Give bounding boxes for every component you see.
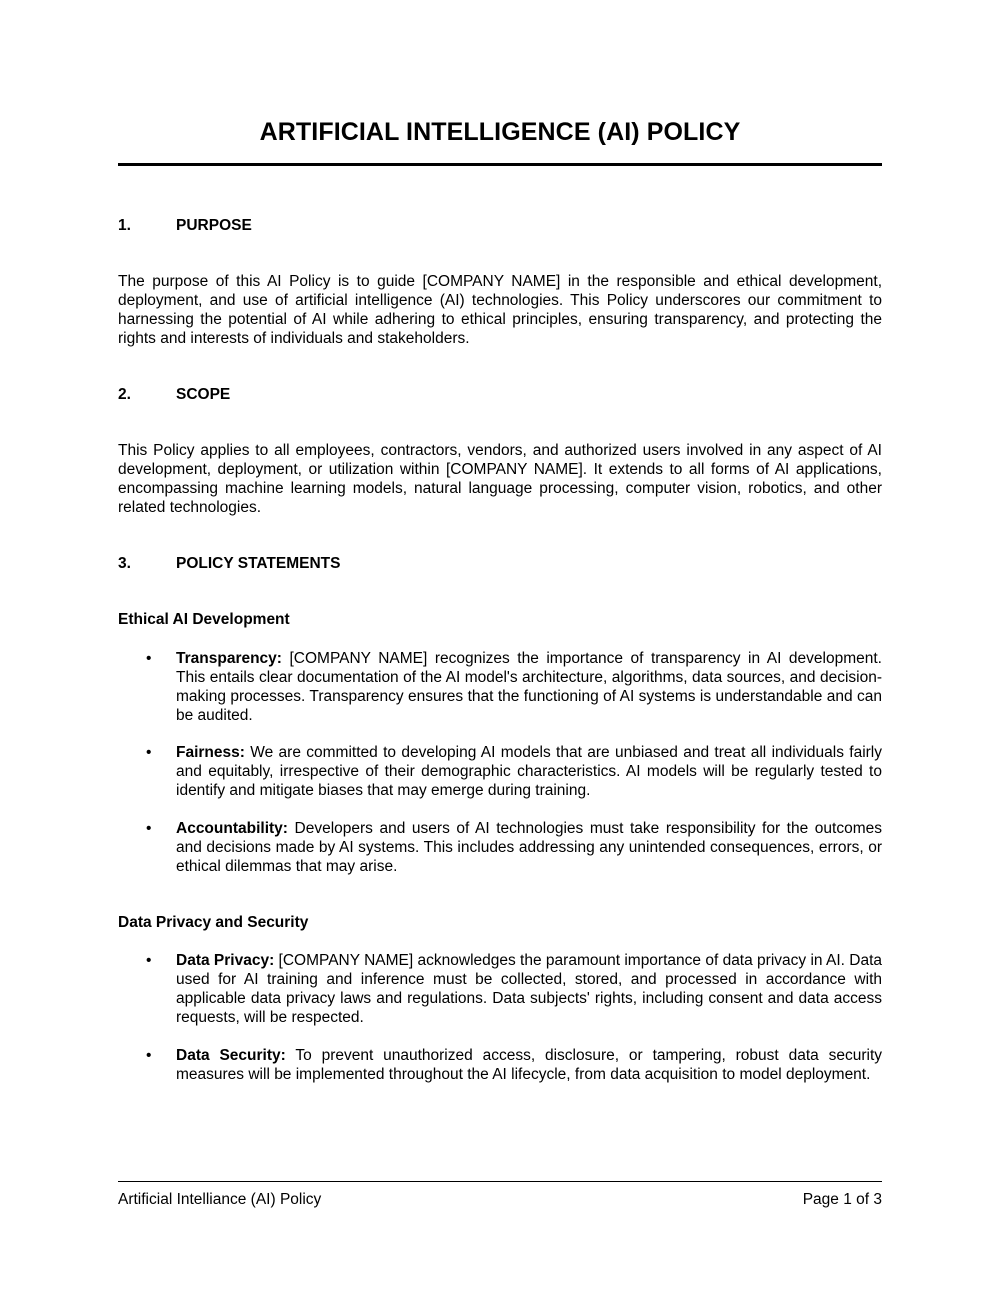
bullet-term: Transparency: — [176, 650, 282, 667]
section-number: 1. — [118, 217, 131, 234]
section-title: SCOPE — [176, 386, 231, 403]
bullet-text: We are committed to developing AI models that are unbiased and treat all individuals fairly and equitably, irrespective of their demographic characteristics. AI models will be regularly tested to identify and mitigate biases that may emerge during training. — [176, 744, 882, 799]
bullet-icon: • — [146, 820, 152, 837]
bullet-icon: • — [146, 1047, 152, 1064]
bullet-text: [COMPANY NAME] acknowledges the paramount importance of data privacy in AI. Data used for AI training and inference must be collected, stored, and processed in accordance with applicable data privacy laws and regulations. Data subjects' rights, including consent and data access requests, will be respected. — [176, 952, 882, 1026]
bullet-icon: • — [146, 952, 152, 969]
bullet-text: To prevent unauthorized access, disclosure, or tampering, robust data security measures will be implemented throughout the AI lifecycle, from data acquisition to model deployment. — [176, 1047, 882, 1083]
document-page — [118, 0, 882, 1290]
title-divider — [118, 163, 882, 166]
subheading-data-privacy-security: Data Privacy and Security — [118, 914, 309, 931]
section-heading-purpose — [118, 216, 252, 236]
bullet-text: Developers and users of AI technologies must take responsibility for the outcomes and decisions made by AI systems. This includes addressing any unintended consequences, errors, or ethical dilemmas that may arise. — [176, 820, 882, 875]
bullet-icon: • — [146, 650, 152, 667]
section-heading-scope — [118, 385, 230, 405]
section-title: POLICY STATEMENTS — [176, 555, 341, 572]
bullet-text: [COMPANY NAME] recognizes the importance of transparency in AI development. This entails clear documentation of the AI model's architecture, algorithms, data sources, and decision-making processes. Transparency ensures that the functioning of AI systems is understandable and can be audited. — [176, 650, 882, 724]
subheading-ethical-ai: Ethical AI Development — [118, 611, 290, 628]
document-title: ARTIFICIAL INTELLIGENCE (AI) POLICY — [259, 118, 741, 146]
footer-document-name: Artificial Intelliance (AI) Policy — [118, 1191, 322, 1208]
bullet-term: Fairness: — [176, 744, 245, 761]
section-title: PURPOSE — [176, 217, 252, 234]
purpose-paragraph: The purpose of this AI Policy is to guide [COMPANY NAME] in the responsible and ethical development, deployment, and use of artificial intelligence (AI) technologies. This Policy underscores our commitment to harnessing the potential of AI while adhering to ethical principles, ensuring transparency, and protecting the rights and interests of individuals and stakeholders. — [118, 273, 882, 347]
bullet-term: Accountability: — [176, 820, 288, 837]
footer-divider — [118, 1181, 882, 1182]
section-heading-policy-statements — [118, 554, 340, 574]
bullet-term: Data Privacy: — [176, 952, 275, 969]
scope-paragraph: This Policy applies to all employees, contractors, vendors, and authorized users involved in any aspect of AI development, deployment, or utilization within [COMPANY NAME]. It extends to all forms of AI applications, encompassing machine learning models, natural language processing, computer vision, robotics, and other related technologies. — [118, 442, 882, 516]
bullet-icon: • — [146, 744, 152, 761]
section-number: 2. — [118, 386, 131, 403]
section-number: 3. — [118, 555, 131, 572]
bullet-term: Data Security: — [176, 1047, 286, 1064]
footer-page-number: Page 1 of 3 — [802, 1191, 882, 1208]
